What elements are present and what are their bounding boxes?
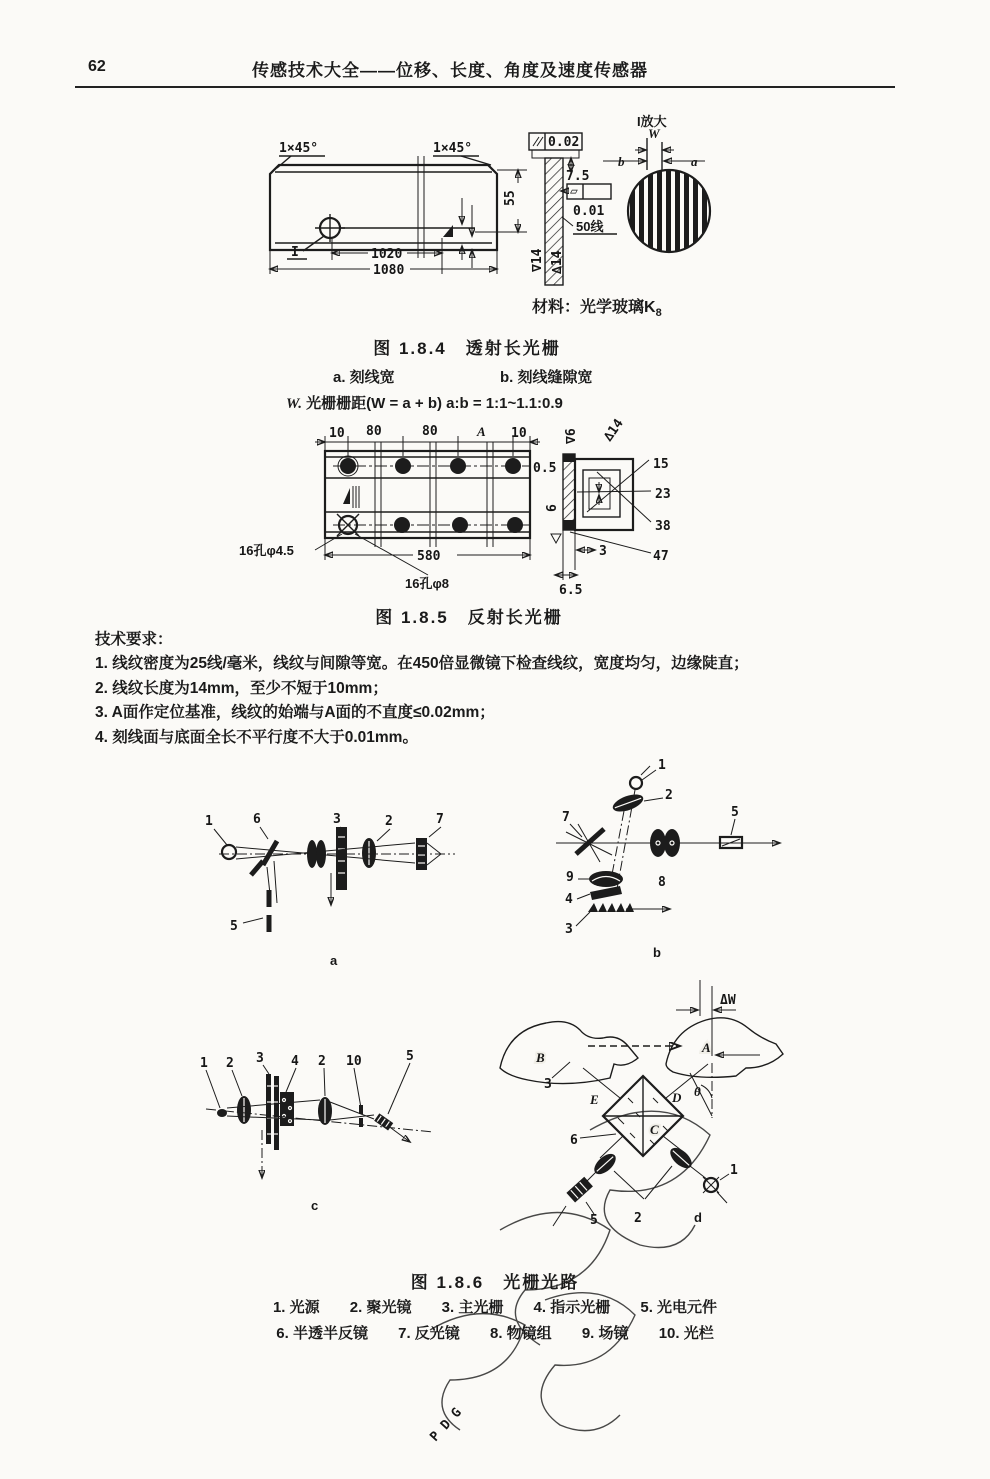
ray-to-vertex-left bbox=[614, 1171, 644, 1199]
tech-heading: 技术要求： bbox=[95, 631, 173, 648]
fig-1-8-5-drawing bbox=[225, 412, 685, 612]
tol-parallel-value: 0.02 bbox=[548, 135, 580, 150]
dim-80-b: 80 bbox=[422, 424, 438, 439]
subfigure-letter-d: d bbox=[694, 1210, 702, 1225]
legend-w-text: 光栅栅距(W = a + b) a:b = 1:1~1.1:0.9 bbox=[306, 395, 563, 412]
grating-surface-b bbox=[500, 1022, 638, 1084]
label-1: 1 bbox=[730, 1163, 738, 1178]
height-dimension bbox=[475, 170, 527, 232]
hole-row-bottom bbox=[333, 514, 530, 536]
dim-7-5-label: 7.5 bbox=[566, 169, 590, 184]
label-4: 4 bbox=[291, 1054, 299, 1069]
watermark-pdg-text: PDG bbox=[427, 1399, 471, 1445]
label-6: 6 bbox=[570, 1133, 578, 1148]
finish-14-diag: ∆14 bbox=[600, 416, 627, 445]
lens-2 bbox=[362, 838, 376, 868]
label-2: 2 bbox=[634, 1211, 642, 1226]
label-5: 5 bbox=[731, 805, 739, 820]
legend-w-symbol: W. bbox=[286, 396, 302, 412]
field-lens bbox=[589, 871, 623, 887]
label-4: 4 bbox=[565, 892, 573, 907]
grating-plate-outline bbox=[270, 156, 497, 258]
header-title: 传感技术大全——位移、长度、角度及速度传感器 bbox=[252, 61, 648, 80]
label-5: 5 bbox=[406, 1049, 414, 1064]
tech-item-4: 4. 刻线面与底面全长不平行度不大于0.01mm。 bbox=[95, 728, 418, 746]
detail-title: I放大 bbox=[637, 114, 667, 129]
label-7: 7 bbox=[436, 812, 444, 827]
main-grating bbox=[262, 1074, 279, 1178]
label-8: 8 bbox=[658, 875, 666, 890]
hole-row-top bbox=[333, 456, 530, 476]
indicator-grating bbox=[590, 886, 622, 900]
main-grating bbox=[588, 903, 634, 912]
fig-1-8-4-legend-b: b. 刻线缝隙宽 bbox=[500, 369, 593, 386]
legend-item: 3. 主光栅 bbox=[441, 1299, 504, 1316]
fig-1-8-4-caption: 图 1.8.4 透射长光栅 bbox=[373, 339, 561, 358]
chamfer-right-label: 1×45° bbox=[433, 141, 473, 156]
label-6: 6 bbox=[253, 812, 261, 827]
condenser-lens bbox=[611, 791, 646, 815]
finish-mark-left: ∇14 bbox=[530, 248, 545, 272]
finish-mark-right: ∆14 bbox=[550, 250, 565, 274]
tech-item-1: 1. 线纹密度为25线/毫米，线纹与间隙等宽。在450倍显微镜下检查线纹，宽度均匀，边缘陡直； bbox=[95, 655, 749, 672]
ray-to-source bbox=[690, 1166, 708, 1180]
leader-15: 15 bbox=[653, 457, 669, 472]
label-3: 3 bbox=[544, 1077, 552, 1092]
fig-1-8-4-drawing bbox=[235, 98, 780, 313]
fig-1-8-5-caption: 图 1.8.5 反射长光栅 bbox=[375, 608, 563, 627]
fig-1-8-6-caption: 图 1.8.6 光栅光路 bbox=[410, 1273, 580, 1292]
label-leaders bbox=[206, 1063, 410, 1114]
optical-path-a bbox=[185, 775, 480, 980]
label-5: 5 bbox=[590, 1213, 598, 1228]
photodetector bbox=[553, 1177, 593, 1226]
subfigure-letter-a: a bbox=[330, 953, 338, 968]
label-7: 7 bbox=[562, 810, 570, 825]
tech-requirements bbox=[95, 628, 910, 750]
label-1: 1 bbox=[658, 758, 666, 773]
lines-50-label: 50线 bbox=[576, 219, 604, 234]
pitch-w-label: W bbox=[648, 126, 660, 141]
ray-to-vertex-right bbox=[645, 1166, 672, 1199]
label-1: 1 bbox=[205, 814, 213, 829]
legend-item: 8. 物镜组 bbox=[489, 1325, 552, 1342]
gap-b-label: b bbox=[618, 154, 625, 169]
legend-item: 10. 光栏 bbox=[658, 1325, 714, 1342]
legend-item: 5. 光电元件 bbox=[640, 1299, 718, 1316]
holes-4-5-label: 16孔φ4.5 bbox=[239, 543, 294, 558]
side-section-view bbox=[563, 454, 651, 553]
optical-path-b bbox=[538, 742, 823, 972]
main-grating bbox=[331, 827, 347, 905]
material-grade: 8 bbox=[655, 307, 662, 320]
delta-w-label: ΔW bbox=[720, 993, 736, 1008]
label-2b: 2 bbox=[318, 1054, 326, 1069]
dim-3-label: 3 bbox=[599, 544, 607, 559]
holes-8-label: 16孔φ8 bbox=[405, 576, 449, 591]
light-source bbox=[217, 1109, 227, 1117]
light-source bbox=[703, 1177, 727, 1203]
material-label: 材料：光学玻璃K bbox=[532, 299, 656, 316]
label-3: 3 bbox=[333, 812, 341, 827]
theta-label: θ bbox=[694, 1084, 701, 1099]
label-3: 3 bbox=[565, 922, 573, 937]
dim-1080-label: 1080 bbox=[373, 263, 405, 278]
optical-path-d bbox=[468, 968, 803, 1268]
legend-item: 6. 半透半反镜 bbox=[276, 1325, 368, 1342]
label-1: 1 bbox=[200, 1056, 208, 1071]
fig-1-8-6-legend-row2 bbox=[0, 1322, 990, 1343]
label-5: 5 bbox=[230, 919, 238, 934]
zone-b-label: B bbox=[536, 1050, 545, 1065]
tech-item-2: 2. 线纹长度为14mm，至少不短于10mm； bbox=[95, 679, 388, 697]
optical-path-c bbox=[178, 1022, 473, 1227]
ruled-area-detail bbox=[340, 198, 475, 268]
zone-a-label: A bbox=[702, 1040, 711, 1055]
dim-1020-label: 1020 bbox=[371, 247, 403, 262]
label-2: 2 bbox=[385, 814, 393, 829]
legend-item: 4. 指示光栅 bbox=[533, 1299, 611, 1316]
subfigure-letter-b: b bbox=[653, 945, 661, 960]
dim-6-5-label: 6.5 bbox=[559, 583, 583, 598]
width-a-label: a bbox=[691, 154, 698, 169]
fig-1-8-4-legend-a: a. 刻线宽 bbox=[333, 369, 395, 386]
leader-38: 38 bbox=[655, 519, 671, 534]
light-source bbox=[222, 845, 236, 859]
legend-item: 2. 聚光镜 bbox=[349, 1299, 412, 1316]
datum-hole-symbol bbox=[303, 214, 345, 251]
light-source bbox=[630, 766, 650, 789]
dim-0-5: 0.5 bbox=[533, 461, 557, 476]
top-dimension-chain bbox=[315, 436, 540, 456]
condenser-lens bbox=[237, 1096, 251, 1124]
ray-b bbox=[583, 1068, 620, 1098]
dim-55-label: 55 bbox=[503, 190, 518, 206]
dim-6-left: 6 bbox=[545, 504, 560, 512]
grating-surface-a bbox=[666, 1018, 783, 1078]
legend-item: 7. 反光镜 bbox=[398, 1325, 460, 1342]
page-number: 62 bbox=[88, 58, 106, 75]
label-2: 2 bbox=[665, 788, 673, 803]
dim-10-right: 10 bbox=[511, 426, 527, 441]
leader-47: 47 bbox=[653, 549, 669, 564]
label-9: 9 bbox=[566, 870, 574, 885]
prism-e-label: E bbox=[590, 1092, 599, 1107]
subfigure-letter-c: c bbox=[311, 1198, 319, 1213]
label-2a: 2 bbox=[226, 1056, 234, 1071]
finish-6-top: ∇6 bbox=[564, 428, 579, 444]
legend-item: 1. 光源 bbox=[272, 1299, 320, 1316]
fig-1-8-6-legend-row1 bbox=[0, 1296, 990, 1317]
leader-23: 23 bbox=[655, 487, 671, 502]
flatness-tolerance-frame bbox=[561, 184, 611, 199]
header-rule bbox=[75, 86, 895, 88]
datum-a-label: A bbox=[477, 424, 486, 439]
dim-10-left: 10 bbox=[329, 426, 345, 441]
prism-d-label: D bbox=[672, 1090, 682, 1105]
material-note bbox=[532, 294, 662, 319]
legend-item: 9. 场镜 bbox=[581, 1325, 629, 1342]
datum-i-label: I bbox=[291, 245, 299, 260]
fig-1-8-4-legend-w bbox=[286, 392, 563, 413]
objective-lens-group bbox=[650, 829, 680, 857]
label-3: 3 bbox=[256, 1051, 264, 1066]
tech-item-3: 3. A面作定位基准，线纹的始端与A面的不直度≤0.02mm； bbox=[95, 704, 495, 721]
tol-flat-value: 0.01 bbox=[573, 204, 605, 219]
dim-80-a: 80 bbox=[366, 424, 382, 439]
indicator-grating-stack bbox=[280, 1092, 294, 1126]
chamfer-left-label: 1×45° bbox=[279, 141, 319, 156]
prism-c-label: C bbox=[650, 1122, 659, 1137]
dim-580-label: 580 bbox=[417, 549, 441, 564]
flatness-symbol: ▱ bbox=[570, 184, 578, 199]
label-10: 10 bbox=[346, 1054, 362, 1069]
